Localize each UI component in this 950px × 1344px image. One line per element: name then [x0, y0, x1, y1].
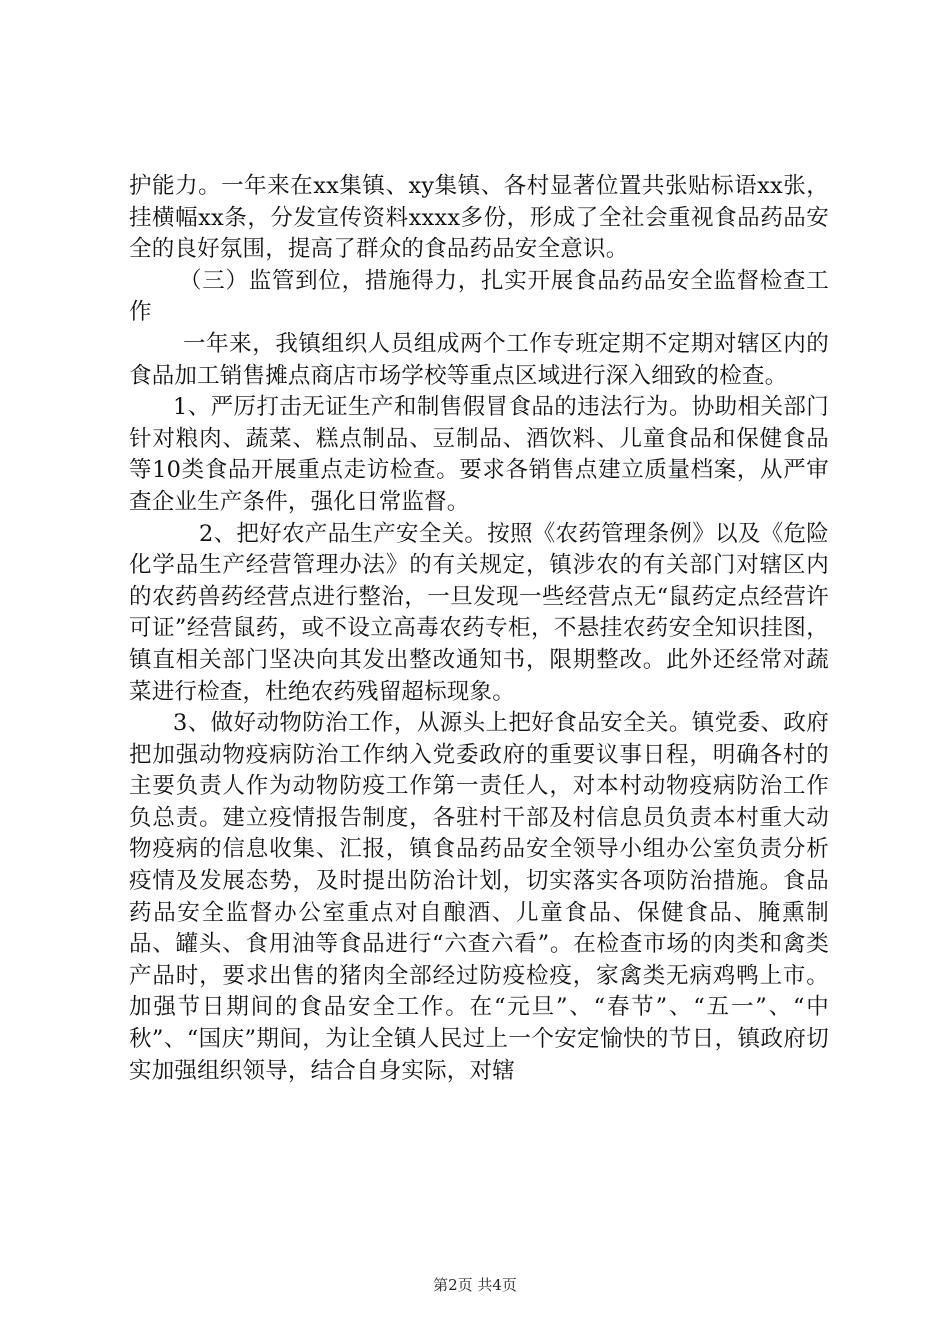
document-body	[129, 171, 829, 1087]
paragraph-inspection-overview: 一年来，我镇组织人员组成两个工作专班定期不定期对辖区内的食品加工销售摊点商店市场学校等重点区域进行深入细致的检查。	[129, 330, 829, 389]
paragraph-publicity-results: 护能力。一年来在xx集镇、xy集镇、各村显著位置共张贴标语xx张，挂横幅xx条，分发宣传资料xxxx多份，形成了全社会重视食品药品安全的良好氛围，提高了群众的食品药品安全意识。	[129, 173, 829, 263]
paragraph-item-2: 2、把好农产品生产安全关。按照《农药管理条例》以及《危险化学品生产经营管理办法》的有关规定，镇涉农的有关部门对辖区内的农药兽药经营点进行整治，一旦发现一些经营点无“鼠药定点经营许可证”经营鼠药，或不设立高毒农药专柜，不悬挂农药安全知识挂图，镇直相关部门坚决向其发出整改通知书，限期整改。此外还经常对蔬菜进行检查，杜绝农药残留超标现象。	[129, 520, 829, 705]
page-number-footer: 第2页 共4页	[433, 1276, 517, 1294]
paragraph-item-3: 3、做好动物防治工作，从源头上把好食品安全关。镇党委、政府把加强动物疫病防治工作纳入党委政府的重要议事日程，明确各村的主要负责人作为动物防疫工作第一责任人，对本村动物疫病防治工作负总责。建立疫情报告制度，各驻村干部及村信息员负责本村重大动物疫病的信息收集、汇报，镇食品药品安全领导小组办公室负责分析疫情及发展态势，及时提出防治计划，切实落实各项防治措施。食品药品安全监督办公室重点对自酿酒、儿童食品、保健食品、腌熏制品、罐头、食用油等食品进行“六查六看”。在检查市场的肉类和禽类产品时，要求出售的猪肉全部经过防疫检疫，家禽类无病鸡鸭上市。加强节日期间的食品安全工作。在“元旦”、“春节”、“五一”、“中秋”、“国庆”期间，为让全镇人民过上一个安定愉快的节日，镇政府切实加强组织领导，结合自身实际，对辖	[129, 710, 829, 1084]
section-heading-supervision: （三）监管到位，措施得力，扎实开展食品药品安全监督检查工作	[129, 267, 829, 326]
paragraph-item-1: 1、严厉打击无证生产和制售假冒食品的违法行为。协助相关部门针对粮肉、蔬菜、糕点制品、豆制品、酒饮料、儿童食品和保健食品等10类食品开展重点走访检查。要求各销售点建立质量档案，从严审查企业生产条件，强化日常监督。	[129, 394, 829, 515]
